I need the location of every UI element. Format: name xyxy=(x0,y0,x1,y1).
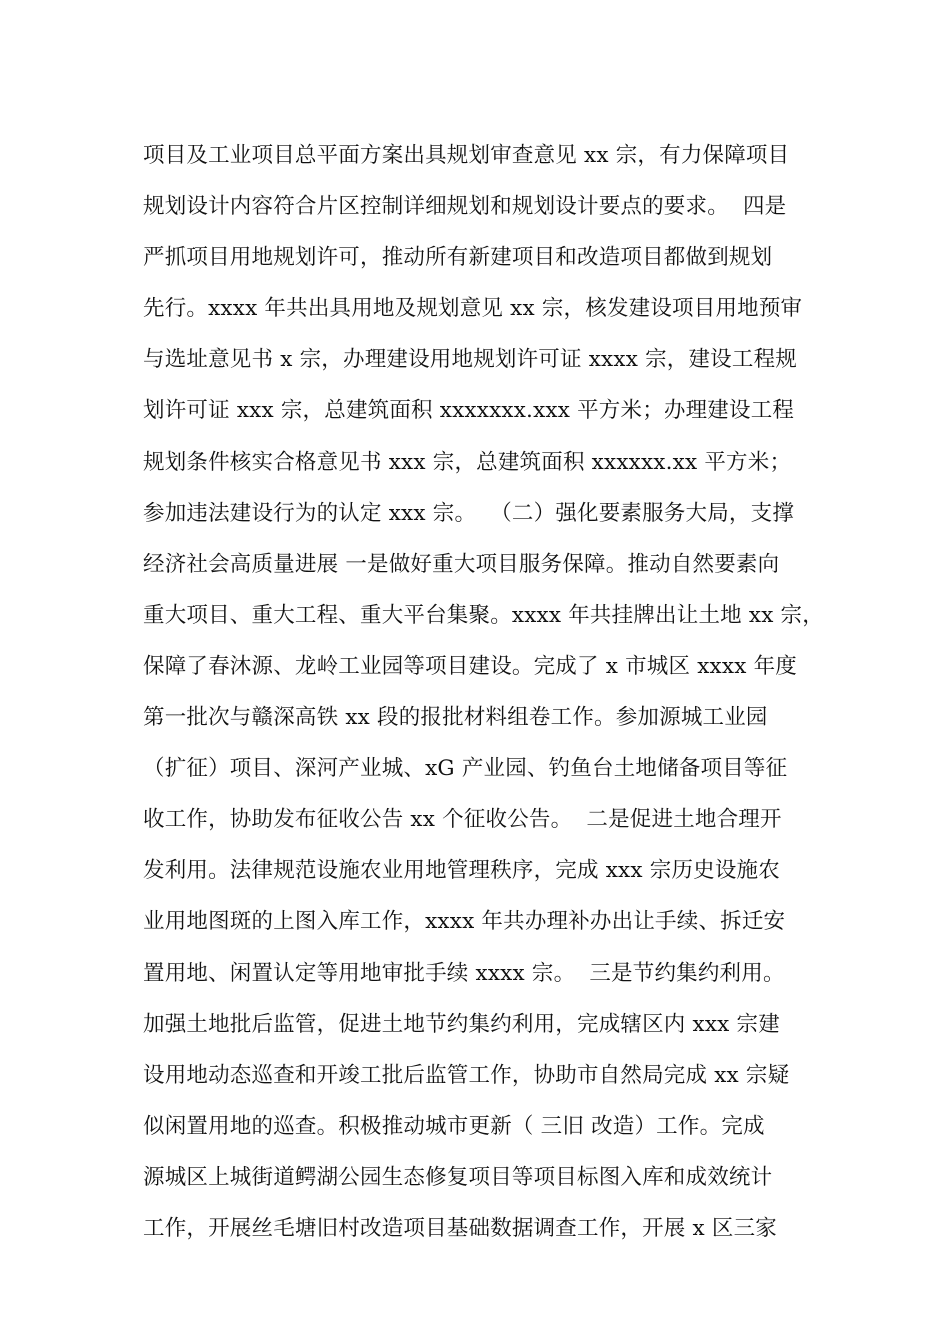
text-line: 严抓项目用地规划许可，推动所有新建项目和改造项目都做到规划 xyxy=(143,245,773,271)
text-line: 保障了春沐源、龙岭工业园等项目建设。完成了 x 市城区 xxxx 年度 xyxy=(143,653,797,679)
text-line: 项目及工业项目总平面方案出具规划审查意见 xx 宗，有力保障项目 xyxy=(143,143,790,168)
text-line: 第一批次与赣深高铁 xx 段的报批材料组卷工作。参加源城工业园 xyxy=(143,705,768,731)
text-line: 设用地动态巡查和开竣工批后监管工作，协助市自然局完成 xx 宗疑 xyxy=(143,1062,790,1088)
text-line: 规划条件核实合格意见书 xxx 宗，总建筑面积 xxxxxx.xx 平方米； xyxy=(143,449,792,475)
text-line: 规划设计内容符合片区控制详细规划和规划设计要点的要求。 四是 xyxy=(143,194,787,220)
text-line: 置用地、闲置认定等用地审批手续 xxxx 宗。 三是节约集约利用。 xyxy=(143,960,785,986)
text-line: 划许可证 xxx 宗，总建筑面积 xxxxxxx.xxx 平方米；办理建设工程 xyxy=(143,398,795,424)
text-line: 工作，开展丝毛塘旧村改造项目基础数据调查工作，开展 x 区三家 xyxy=(143,1215,777,1241)
text-line: 源城区上城街道鳄湖公园生态修复项目等项目标图入库和成效统计 xyxy=(143,1164,773,1190)
text-line: 重大项目、重大工程、重大平台集聚。xxxx 年共挂牌出让土地 xx 宗， xyxy=(143,602,824,628)
text-line: 收工作，协助发布征收公告 xx 个征收公告。 二是促进土地合理开 xyxy=(143,807,782,833)
text-line: 与选址意见书 x 宗，办理建设用地规划许可证 xxxx 宗，建设工程规 xyxy=(143,347,797,373)
text-line: 加强土地批后监管，促进土地节约集约利用，完成辖区内 xxx 宗建 xyxy=(143,1011,780,1037)
text-line: （扩征）项目、深河产业城、xG 产业园、钓鱼台土地储备项目等征 xyxy=(143,756,788,782)
body-text xyxy=(143,130,823,1254)
text-line: 似闲置用地的巡查。积极推动城市更新（ 三旧 改造）工作。完成 xyxy=(143,1113,765,1139)
text-line: 先行。xxxx 年共出具用地及规划意见 xx 宗，核发建设项目用地预审 xyxy=(143,296,803,322)
text-line: 发利用。法律规范设施农业用地管理秩序，完成 xxx 宗历史设施农 xyxy=(143,858,780,884)
text-line: 经济社会高质量进展 一是做好重大项目服务保障。推动自然要素向 xyxy=(143,551,780,577)
text-line: 业用地图斑的上图入库工作，xxxx 年共办理补办出让手续、拆迁安 xyxy=(143,909,786,935)
text-line: 参加违法建设行为的认定 xxx 宗。 （二）强化要素服务大局，支撑 xyxy=(143,500,795,526)
